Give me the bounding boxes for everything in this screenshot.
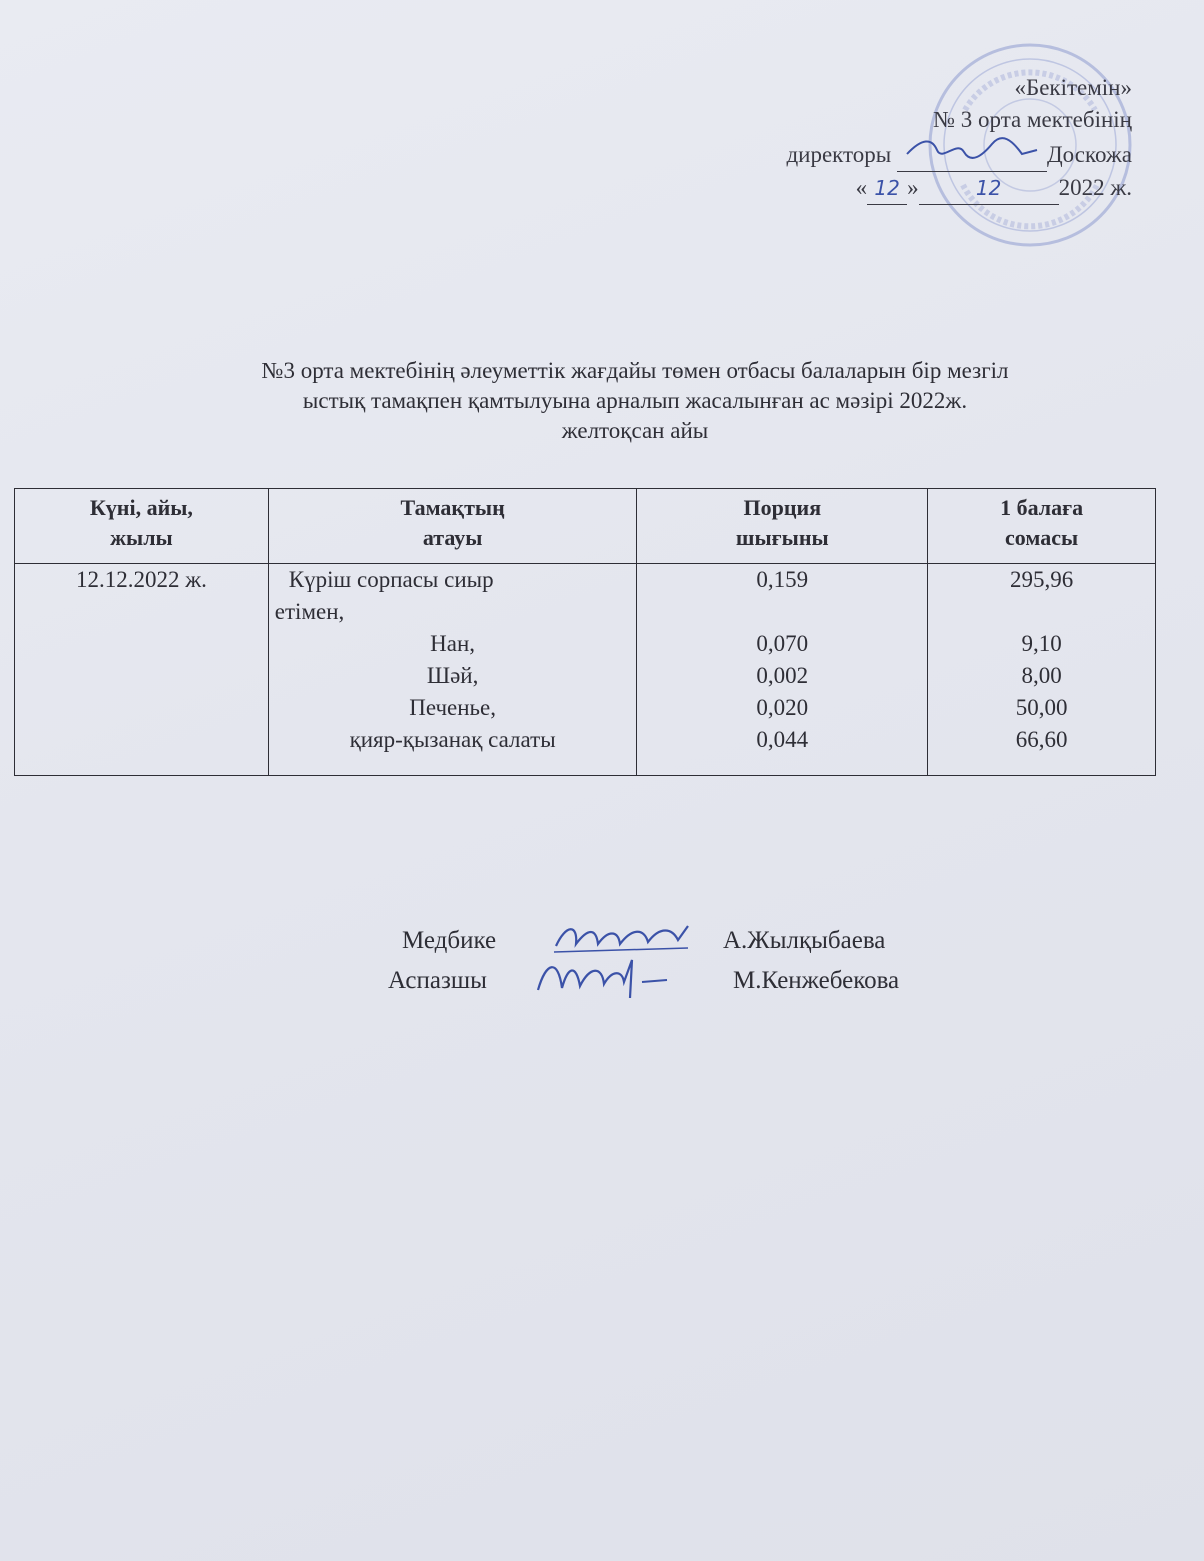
nurse-signature-row bbox=[380, 922, 1000, 962]
portion-value: 0,044 bbox=[756, 727, 809, 752]
signatures-block bbox=[380, 922, 1000, 1002]
approval-date-line: « 12 » 12 2022 ж. bbox=[692, 172, 1132, 205]
portion-value: 0,020 bbox=[756, 695, 809, 720]
portion-value: 0,070 bbox=[756, 631, 809, 656]
amount-value: 9,10 bbox=[1021, 631, 1062, 656]
director-signature-scribble bbox=[902, 136, 1042, 162]
approval-school: № 3 орта мектебінің bbox=[933, 107, 1132, 132]
approval-day: 12 bbox=[867, 172, 907, 205]
amount-value: 66,60 bbox=[1015, 727, 1068, 752]
header-amount: 1 балаға сомасы bbox=[928, 489, 1156, 564]
meal-item: етімен, bbox=[274, 599, 345, 624]
cook-role: Аспазшы bbox=[388, 967, 487, 994]
amount-value: 50,00 bbox=[1015, 695, 1068, 720]
header-date: Күні, айы, жылы bbox=[15, 489, 269, 564]
cook-name: М.Кенжебекова bbox=[733, 967, 900, 994]
nurse-name: А.Жылқыбаева bbox=[723, 927, 886, 954]
header-portion: Порция шығыны bbox=[637, 489, 928, 564]
amount-value: 295,96 bbox=[1009, 567, 1074, 592]
cook-signature bbox=[532, 952, 682, 1002]
cell-amounts bbox=[928, 564, 1156, 776]
director-signature bbox=[897, 136, 1047, 172]
title-line-1: №3 орта мектебінің әлеуметтік жағдайы төмен отбасы балаларын бір мезгіл bbox=[261, 358, 1009, 383]
table-header-row bbox=[15, 489, 1156, 564]
amount-value: 8,00 bbox=[1021, 663, 1062, 688]
document-title bbox=[100, 356, 1170, 446]
meal-item: Печенье, bbox=[409, 695, 496, 720]
header-meal: Тамақтың атауы bbox=[268, 489, 637, 564]
meal-item: Шәй, bbox=[426, 663, 479, 688]
table-row bbox=[15, 564, 1156, 776]
meal-item: қияр-қызанақ салаты bbox=[349, 727, 556, 752]
approval-director-line bbox=[692, 136, 1132, 172]
portion-value: 0,159 bbox=[756, 567, 809, 592]
meal-item: Күріш сорпасы сиыр bbox=[288, 567, 494, 592]
cell-date: 12.12.2022 ж. bbox=[15, 564, 269, 776]
portion-value bbox=[637, 596, 927, 628]
cell-portions bbox=[637, 564, 928, 776]
cook-signature-row bbox=[380, 962, 1000, 1002]
approval-year: 2022 ж. bbox=[1058, 175, 1132, 200]
director-label: директоры bbox=[786, 142, 892, 167]
title-line-3: желтоқсан айы bbox=[561, 418, 709, 443]
approval-heading: «Бекітемін» bbox=[1014, 75, 1132, 100]
approval-block bbox=[692, 72, 1132, 205]
amount-value bbox=[928, 596, 1155, 628]
approval-month: 12 bbox=[919, 172, 1059, 205]
nurse-role: Медбике bbox=[402, 927, 497, 954]
director-name: Доскожа bbox=[1046, 142, 1132, 167]
cell-meals bbox=[268, 564, 637, 776]
menu-table bbox=[14, 488, 1156, 776]
title-line-2: ыстық тамақпен қамтылуына арналып жасалынған ас мәзірі 2022ж. bbox=[302, 388, 968, 413]
meal-item: Нан, bbox=[430, 631, 476, 656]
portion-value: 0,002 bbox=[756, 663, 809, 688]
